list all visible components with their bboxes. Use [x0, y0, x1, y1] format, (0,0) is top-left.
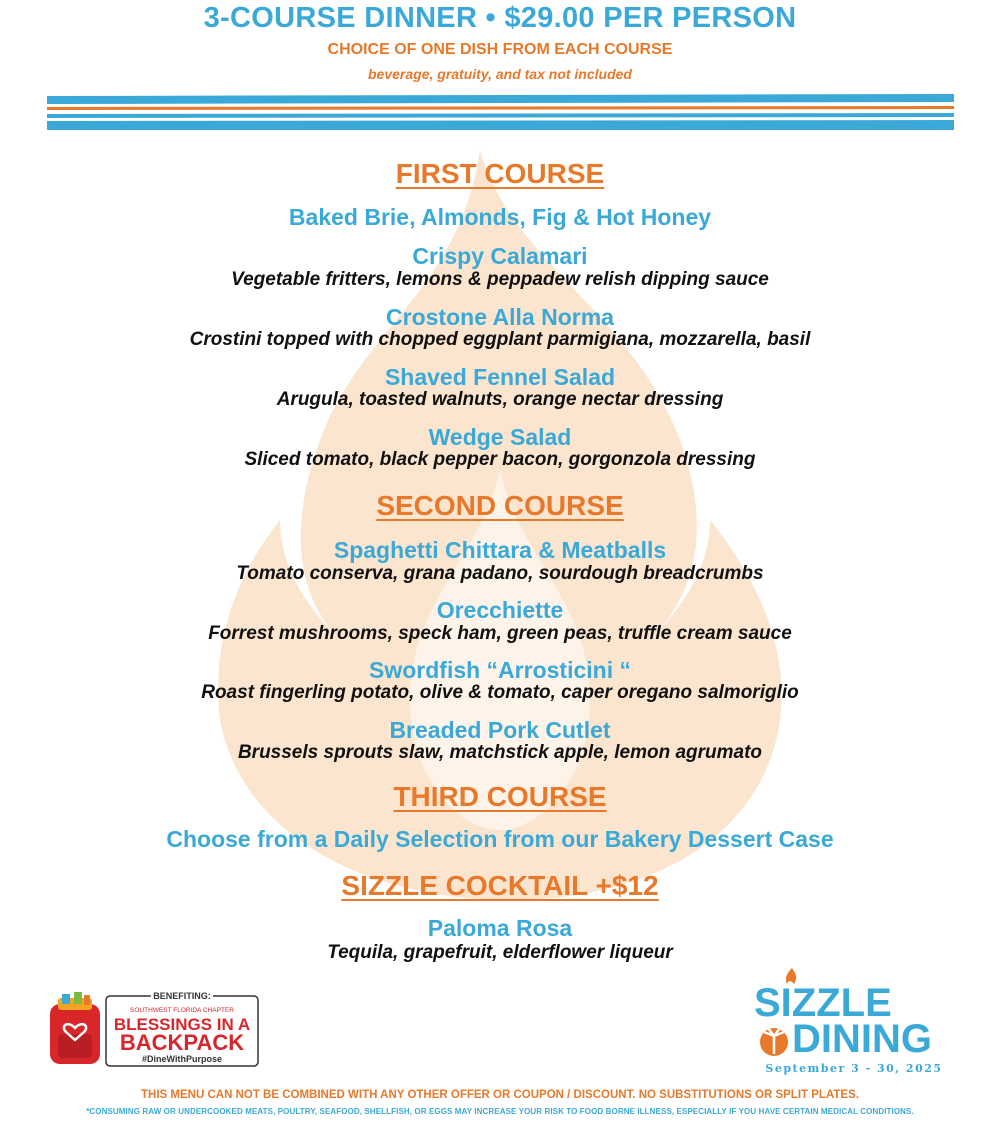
blessings-in-a-backpack-logo — [48, 990, 260, 1068]
dish-description: Forrest mushrooms, speck ham, green peas, truffle cream sauce — [208, 623, 792, 644]
health-disclaimer: *CONSUMING RAW OR UNDERCOOKED MEATS, POULTRY, SEAFOOD, SHELLFISH, OR EGGS MAY INCREASE YOUR RISK TO FOOD BORNE ILLNESS, ESPECIALLY IF YOU HAVE CERTAIN MEDICAL CONDITIONS. — [86, 1107, 914, 1116]
palm-tree-icon — [760, 1028, 788, 1056]
sizzle-dining-logo — [752, 966, 957, 1078]
dish-name: Choose from a Daily Selection from our Bakery Dessert Case — [166, 826, 834, 852]
chapter-label: SOUTHWEST FLORIDA CHAPTER — [130, 1007, 234, 1014]
dish-name: Baked Brie, Almonds, Fig & Hot Honey — [288, 204, 712, 230]
dish-description: Arugula, toasted walnuts, orange nectar dressing — [276, 389, 724, 410]
dish-name: Wedge Salad — [428, 424, 572, 450]
blessings-line: BLESSINGS IN A — [113, 1015, 251, 1034]
cocktail-heading: SIZZLE COCKTAIL +$12 — [341, 870, 659, 901]
first-course-heading: FIRST COURSE — [395, 158, 605, 189]
dish-name: Breaded Pork Cutlet — [389, 717, 611, 743]
dish-name: Swordfish “Arrosticini “ — [369, 657, 631, 683]
dish-description: Tequila, grapefruit, elderflower liqueur — [327, 942, 673, 963]
dish-name: Crispy Calamari — [412, 243, 588, 269]
sizzle-word: SIZZLE — [754, 981, 892, 1025]
menu-disclaimer: THIS MENU CAN NOT BE COMBINED WITH ANY OTHER OFFER OR COUPON / DISCOUNT. NO SUBSTITUTIONS OR SPLIT PLATES. — [141, 1089, 859, 1101]
dish-description: Crostini topped with chopped eggplant parmigiana, mozzarella, basil — [189, 329, 811, 350]
dish-description: Tomato conserva, grana padano, sourdough breadcrumbs — [236, 563, 764, 584]
second-course-heading: SECOND COURSE — [376, 490, 624, 521]
event-dates: September 3 - 30, 2025 — [765, 1062, 943, 1075]
dish-description: Roast fingerling potato, olive & tomato, caper oregano salmoriglio — [201, 682, 799, 703]
dish-description: Vegetable fritters, lemons & peppadew relish dipping sauce — [231, 269, 769, 290]
header-stripes — [47, 94, 954, 132]
dining-word: DINING — [792, 1017, 932, 1061]
dish-name: Shaved Fennel Salad — [384, 364, 616, 390]
menu-subtitle: CHOICE OF ONE DISH FROM EACH COURSE — [327, 41, 673, 58]
backpack-icon — [50, 992, 100, 1064]
backpack-line: BACKPACK — [119, 1030, 245, 1055]
dish-name: Paloma Rosa — [427, 915, 573, 941]
dish-description: Sliced tomato, black pepper bacon, gorgonzola dressing — [244, 449, 756, 470]
dish-description: Brussels sprouts slaw, matchstick apple, lemon agrumato — [237, 742, 763, 763]
hashtag: #DineWithPurpose — [142, 1054, 222, 1064]
dish-name: Crostone Alla Norma — [386, 304, 614, 330]
benefiting-label: BENEFITING: — [153, 991, 211, 1001]
menu-note: beverage, gratuity, and tax not included — [368, 66, 632, 82]
dish-name: Orecchiette — [436, 597, 564, 623]
third-course-heading: THIRD COURSE — [393, 781, 607, 812]
dish-name: Spaghetti Chittara & Meatballs — [333, 537, 667, 563]
menu-title: 3-COURSE DINNER • $29.00 PER PERSON — [203, 2, 797, 34]
